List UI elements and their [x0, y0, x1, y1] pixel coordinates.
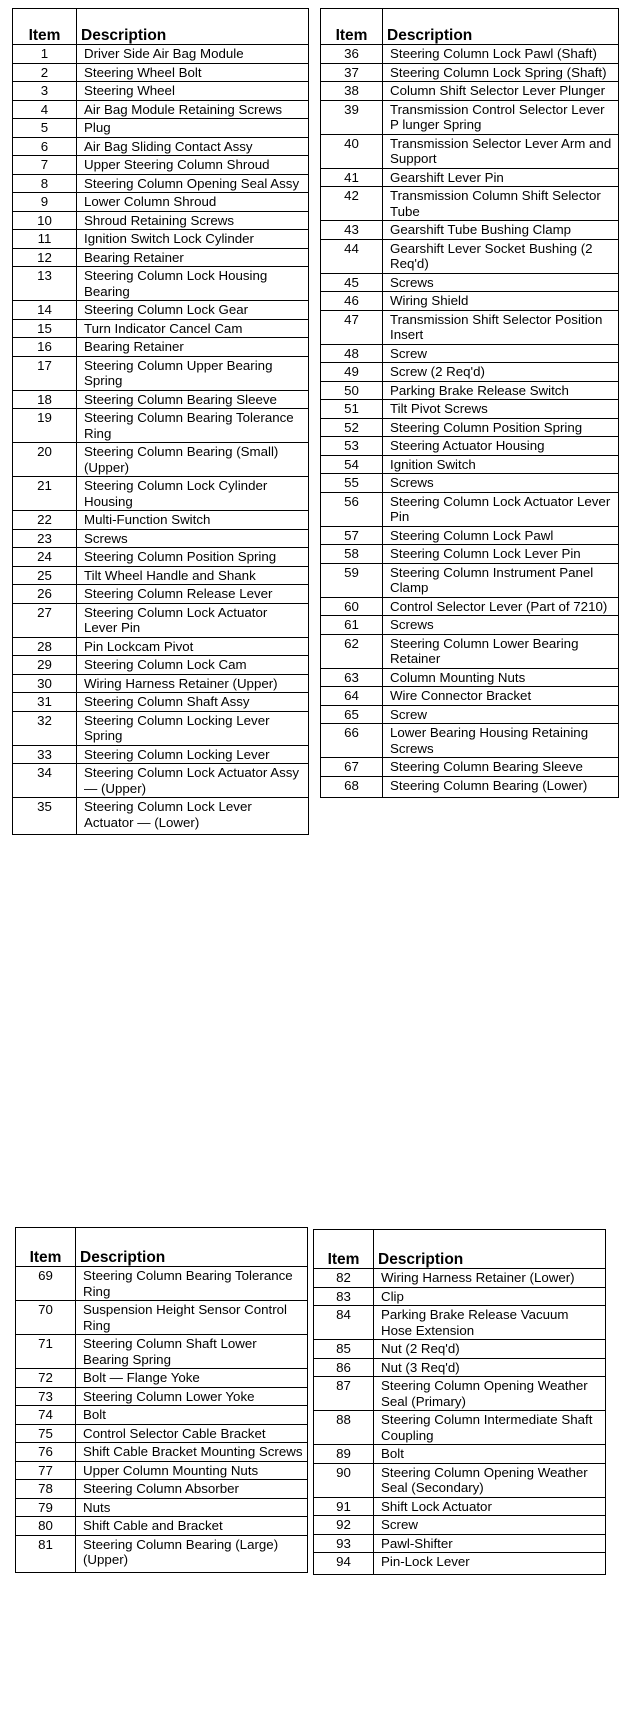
item-number: 43: [321, 221, 383, 240]
item-number: 65: [321, 705, 383, 724]
item-description: Air Bag Module Retaining Screws: [77, 100, 309, 119]
table-row: [13, 548, 309, 567]
item-description: Nut (3 Req'd): [374, 1358, 606, 1377]
item-description: Pawl-Shifter: [374, 1534, 606, 1553]
item-description: Steering Column Lower Yoke: [76, 1387, 308, 1406]
item-description: Suspension Height Sensor Control Ring: [76, 1301, 308, 1335]
item-number: 75: [16, 1424, 76, 1443]
item-description: Tilt Pivot Screws: [383, 400, 619, 419]
table-row: [13, 137, 309, 156]
item-number: 94: [314, 1553, 374, 1575]
table-row: [321, 82, 619, 101]
item-description: Steering Column Lock Gear: [77, 301, 309, 320]
table-row: [314, 1553, 606, 1575]
item-number: 53: [321, 437, 383, 456]
item-number: 3: [13, 82, 77, 101]
item-description: Shroud Retaining Screws: [77, 211, 309, 230]
table-row: [16, 1267, 308, 1301]
item-number: 25: [13, 566, 77, 585]
item-number: 54: [321, 455, 383, 474]
table-row: [321, 776, 619, 798]
item-number: 45: [321, 273, 383, 292]
item-number: 30: [13, 674, 77, 693]
item-description: Turn Indicator Cancel Cam: [77, 319, 309, 338]
item-number: 60: [321, 597, 383, 616]
item-number: 49: [321, 363, 383, 382]
item-description: Steering Column Intermediate Shaft Coupling: [374, 1411, 606, 1445]
item-description: Lower Column Shroud: [77, 193, 309, 212]
item-number: 71: [16, 1335, 76, 1369]
item-number: 46: [321, 292, 383, 311]
table-row: [321, 418, 619, 437]
item-number: 14: [13, 301, 77, 320]
item-header: Item: [13, 9, 77, 45]
item-number: 73: [16, 1387, 76, 1406]
item-number: 55: [321, 474, 383, 493]
table-row: [13, 409, 309, 443]
item-number: 56: [321, 492, 383, 526]
item-number: 63: [321, 668, 383, 687]
item-number: 84: [314, 1306, 374, 1340]
item-number: 74: [16, 1406, 76, 1425]
item-description: Clip: [374, 1287, 606, 1306]
table-row: [321, 634, 619, 668]
table-row: [321, 221, 619, 240]
item-number: 34: [13, 764, 77, 798]
item-number: 13: [13, 267, 77, 301]
item-number: 12: [13, 248, 77, 267]
item-number: 8: [13, 174, 77, 193]
item-description: Steering Column Lock Cylinder Housing: [77, 477, 309, 511]
item-number: 47: [321, 310, 383, 344]
item-description: Steering Column Release Lever: [77, 585, 309, 604]
item-number: 48: [321, 344, 383, 363]
table-row: [13, 230, 309, 249]
item-number: 39: [321, 100, 383, 134]
table-row: [13, 674, 309, 693]
item-number: 32: [13, 711, 77, 745]
table-row: [16, 1535, 308, 1572]
item-description: Column Mounting Nuts: [383, 668, 619, 687]
item-description: Driver Side Air Bag Module: [77, 45, 309, 64]
table-row: [13, 693, 309, 712]
table-row: [314, 1269, 606, 1288]
table-row: [321, 45, 619, 64]
item-description: Wiring Harness Retainer (Lower): [374, 1269, 606, 1288]
item-number: 28: [13, 637, 77, 656]
table-row: [16, 1387, 308, 1406]
table-row: [13, 711, 309, 745]
item-description: Gearshift Lever Pin: [383, 168, 619, 187]
item-description: Steering Actuator Housing: [383, 437, 619, 456]
item-description: Plug: [77, 119, 309, 138]
item-number: 79: [16, 1498, 76, 1517]
item-description: Steering Column Position Spring: [383, 418, 619, 437]
item-number: 83: [314, 1287, 374, 1306]
item-description: Screw: [383, 344, 619, 363]
item-description: Steering Column Bearing Sleeve: [77, 390, 309, 409]
item-description: Steering Column Bearing Sleeve: [383, 758, 619, 777]
item-description: Ignition Switch: [383, 455, 619, 474]
item-description: Transmission Shift Selector Position Insert: [383, 310, 619, 344]
table-row: [321, 310, 619, 344]
item-number: 10: [13, 211, 77, 230]
table-row: [13, 656, 309, 675]
table-row: [321, 758, 619, 777]
item-number: 86: [314, 1358, 374, 1377]
table-row: [13, 585, 309, 604]
header-row: [16, 1228, 308, 1267]
item-number: 22: [13, 511, 77, 530]
table-row: [321, 363, 619, 382]
item-description: Wiring Shield: [383, 292, 619, 311]
item-number: 59: [321, 563, 383, 597]
table-row: [321, 545, 619, 564]
item-description: Transmission Control Selector Lever P lunger Spring: [383, 100, 619, 134]
item-description: Screws: [383, 474, 619, 493]
table-row: [13, 119, 309, 138]
table-row: [13, 63, 309, 82]
item-description: Pin Lockcam Pivot: [77, 637, 309, 656]
item-number: 70: [16, 1301, 76, 1335]
item-number: 44: [321, 239, 383, 273]
table-row: [321, 187, 619, 221]
table-row: [16, 1406, 308, 1425]
table-row: [321, 239, 619, 273]
table-row: [13, 603, 309, 637]
item-number: 61: [321, 616, 383, 635]
table-row: [321, 668, 619, 687]
table-row: [13, 45, 309, 64]
item-number: 52: [321, 418, 383, 437]
item-header: Item: [16, 1228, 76, 1267]
item-description: Ignition Switch Lock Cylinder: [77, 230, 309, 249]
item-description: Steering Column Lock Actuator Lever Pin: [383, 492, 619, 526]
table-row: [13, 319, 309, 338]
item-description: Screws: [77, 529, 309, 548]
item-number: 69: [16, 1267, 76, 1301]
table-row: [13, 356, 309, 390]
item-number: 90: [314, 1463, 374, 1497]
table-row: [16, 1424, 308, 1443]
item-description: Screw: [383, 705, 619, 724]
table-row: [321, 724, 619, 758]
item-description: Tilt Wheel Handle and Shank: [77, 566, 309, 585]
header-row: [321, 9, 619, 45]
parts-table-4: [313, 1229, 606, 1575]
item-number: 29: [13, 656, 77, 675]
item-description: Steering Column Position Spring: [77, 548, 309, 567]
table-row: [16, 1369, 308, 1388]
item-description: Steering Column Lock Actuator Lever Pin: [77, 603, 309, 637]
table-row: [321, 687, 619, 706]
description-header: Description: [77, 9, 309, 45]
item-number: 38: [321, 82, 383, 101]
table-row: [13, 637, 309, 656]
item-description: Control Selector Lever (Part of 7210): [383, 597, 619, 616]
item-number: 87: [314, 1377, 374, 1411]
table-row: [314, 1534, 606, 1553]
table-row: [321, 168, 619, 187]
item-number: 33: [13, 745, 77, 764]
item-number: 15: [13, 319, 77, 338]
header-row: [314, 1230, 606, 1269]
item-description: Bolt: [374, 1445, 606, 1464]
item-number: 72: [16, 1369, 76, 1388]
table-row: [13, 511, 309, 530]
item-number: 88: [314, 1411, 374, 1445]
item-description: Steering Column Lower Bearing Retainer: [383, 634, 619, 668]
table-row: [13, 82, 309, 101]
description-header: Description: [374, 1230, 606, 1269]
table-row: [16, 1301, 308, 1335]
table-row: [13, 174, 309, 193]
table-row: [16, 1461, 308, 1480]
table-row: [16, 1443, 308, 1462]
table-row: [321, 400, 619, 419]
table-row: [13, 267, 309, 301]
table-row: [13, 338, 309, 357]
item-description: Multi-Function Switch: [77, 511, 309, 530]
table-row: [321, 437, 619, 456]
item-number: 16: [13, 338, 77, 357]
item-number: 62: [321, 634, 383, 668]
item-description: Shift Cable Bracket Mounting Screws: [76, 1443, 308, 1462]
item-description: Steering Column Opening Weather Seal (Secondary): [374, 1463, 606, 1497]
table-row: [13, 100, 309, 119]
table-row: [13, 248, 309, 267]
item-description: Steering Column Upper Bearing Spring: [77, 356, 309, 390]
table-row: [16, 1480, 308, 1499]
item-number: 78: [16, 1480, 76, 1499]
item-number: 42: [321, 187, 383, 221]
item-description: Screws: [383, 273, 619, 292]
item-number: 57: [321, 526, 383, 545]
item-number: 35: [13, 798, 77, 835]
item-description: Steering Column Absorber: [76, 1480, 308, 1499]
table-row: [321, 292, 619, 311]
table-row: [13, 390, 309, 409]
table-row: [314, 1497, 606, 1516]
table-row: [321, 455, 619, 474]
item-description: Steering Column Lock Actuator Assy — (Upper): [77, 764, 309, 798]
table-row: [321, 63, 619, 82]
item-description: Steering Column Bearing (Large) (Upper): [76, 1535, 308, 1572]
table-row: [321, 273, 619, 292]
item-header: Item: [314, 1230, 374, 1269]
item-number: 76: [16, 1443, 76, 1462]
item-description: Screw: [374, 1516, 606, 1535]
table-row: [13, 156, 309, 175]
item-description: Steering Column Shaft Assy: [77, 693, 309, 712]
item-number: 1: [13, 45, 77, 64]
item-number: 64: [321, 687, 383, 706]
item-description: Steering Column Bearing Tolerance Ring: [76, 1267, 308, 1301]
item-description: Parking Brake Release Switch: [383, 381, 619, 400]
table-row: [13, 193, 309, 212]
table-row: [321, 616, 619, 635]
item-description: Shift Cable and Bracket: [76, 1517, 308, 1536]
item-number: 93: [314, 1534, 374, 1553]
item-number: 37: [321, 63, 383, 82]
table-row: [321, 134, 619, 168]
item-number: 40: [321, 134, 383, 168]
table-row: [16, 1335, 308, 1369]
table-row: [16, 1517, 308, 1536]
item-number: 4: [13, 100, 77, 119]
item-description: Steering Column Lock Cam: [77, 656, 309, 675]
item-description: Transmission Column Shift Selector Tube: [383, 187, 619, 221]
item-number: 68: [321, 776, 383, 798]
table-row: [321, 344, 619, 363]
item-number: 91: [314, 1497, 374, 1516]
parts-table-3: [15, 1227, 308, 1573]
table-row: [314, 1516, 606, 1535]
item-description: Steering Column Instrument Panel Clamp: [383, 563, 619, 597]
item-number: 18: [13, 390, 77, 409]
table-row: [13, 798, 309, 835]
table-row: [321, 705, 619, 724]
item-description: Bolt: [76, 1406, 308, 1425]
item-number: 5: [13, 119, 77, 138]
item-number: 2: [13, 63, 77, 82]
item-number: 85: [314, 1340, 374, 1359]
header-row: [13, 9, 309, 45]
item-header: Item: [321, 9, 383, 45]
item-number: 24: [13, 548, 77, 567]
item-description: Nut (2 Req'd): [374, 1340, 606, 1359]
item-number: 26: [13, 585, 77, 604]
table-row: [13, 745, 309, 764]
item-number: 31: [13, 693, 77, 712]
item-number: 19: [13, 409, 77, 443]
table-row: [16, 1498, 308, 1517]
table-row: [314, 1411, 606, 1445]
item-description: Control Selector Cable Bracket: [76, 1424, 308, 1443]
item-description: Steering Column Locking Lever: [77, 745, 309, 764]
table-row: [13, 566, 309, 585]
item-description: Parking Brake Release Vacuum Hose Extension: [374, 1306, 606, 1340]
item-number: 77: [16, 1461, 76, 1480]
item-description: Screws: [383, 616, 619, 635]
item-description: Steering Column Locking Lever Spring: [77, 711, 309, 745]
item-number: 92: [314, 1516, 374, 1535]
item-description: Screw (2 Req'd): [383, 363, 619, 382]
item-description: Shift Lock Actuator: [374, 1497, 606, 1516]
item-number: 89: [314, 1445, 374, 1464]
item-description: Gearshift Tube Bushing Clamp: [383, 221, 619, 240]
table-row: [314, 1463, 606, 1497]
table-row: [13, 301, 309, 320]
item-description: Upper Steering Column Shroud: [77, 156, 309, 175]
description-header: Description: [383, 9, 619, 45]
table-row: [321, 492, 619, 526]
item-description: Steering Column Lock Spring (Shaft): [383, 63, 619, 82]
table-row: [321, 100, 619, 134]
item-description: Pin-Lock Lever: [374, 1553, 606, 1575]
item-number: 41: [321, 168, 383, 187]
table-row: [321, 474, 619, 493]
item-description: Bearing Retainer: [77, 338, 309, 357]
item-description: Bolt — Flange Yoke: [76, 1369, 308, 1388]
item-description: Steering Column Lock Pawl: [383, 526, 619, 545]
item-number: 11: [13, 230, 77, 249]
item-number: 23: [13, 529, 77, 548]
item-number: 67: [321, 758, 383, 777]
item-description: Steering Column Bearing (Small) (Upper): [77, 443, 309, 477]
item-description: Column Shift Selector Lever Plunger: [383, 82, 619, 101]
item-description: Steering Column Lock Pawl (Shaft): [383, 45, 619, 64]
item-number: 9: [13, 193, 77, 212]
item-description: Steering Column Lock Lever Pin: [383, 545, 619, 564]
item-number: 20: [13, 443, 77, 477]
table-row: [321, 526, 619, 545]
item-number: 50: [321, 381, 383, 400]
item-description: Steering Column Bearing Tolerance Ring: [77, 409, 309, 443]
parts-table-2: [320, 8, 619, 798]
item-description: Steering Wheel: [77, 82, 309, 101]
item-description: Transmission Selector Lever Arm and Support: [383, 134, 619, 168]
item-description: Air Bag Sliding Contact Assy: [77, 137, 309, 156]
table-row: [314, 1340, 606, 1359]
item-description: Lower Bearing Housing Retaining Screws: [383, 724, 619, 758]
item-description: Upper Column Mounting Nuts: [76, 1461, 308, 1480]
item-description: Steering Column Opening Seal Assy: [77, 174, 309, 193]
table-row: [13, 529, 309, 548]
item-number: 27: [13, 603, 77, 637]
table-row: [321, 597, 619, 616]
item-number: 82: [314, 1269, 374, 1288]
parts-table-1: [12, 8, 309, 835]
item-number: 80: [16, 1517, 76, 1536]
item-number: 81: [16, 1535, 76, 1572]
item-description: Gearshift Lever Socket Bushing (2 Req'd): [383, 239, 619, 273]
item-description: Wiring Harness Retainer (Upper): [77, 674, 309, 693]
item-number: 36: [321, 45, 383, 64]
item-number: 7: [13, 156, 77, 175]
item-description: Steering Column Bearing (Lower): [383, 776, 619, 798]
description-header: Description: [76, 1228, 308, 1267]
item-number: 21: [13, 477, 77, 511]
table-row: [314, 1306, 606, 1340]
table-row: [13, 211, 309, 230]
item-description: Steering Column Lock Lever Actuator — (Lower): [77, 798, 309, 835]
table-row: [314, 1377, 606, 1411]
table-row: [314, 1445, 606, 1464]
item-description: Steering Column Lock Housing Bearing: [77, 267, 309, 301]
table-row: [314, 1287, 606, 1306]
item-description: Bearing Retainer: [77, 248, 309, 267]
item-number: 58: [321, 545, 383, 564]
table-row: [13, 764, 309, 798]
item-description: Steering Wheel Bolt: [77, 63, 309, 82]
item-number: 6: [13, 137, 77, 156]
item-description: Steering Column Shaft Lower Bearing Spring: [76, 1335, 308, 1369]
item-number: 51: [321, 400, 383, 419]
table-row: [321, 381, 619, 400]
item-description: Steering Column Opening Weather Seal (Primary): [374, 1377, 606, 1411]
item-description: Wire Connector Bracket: [383, 687, 619, 706]
item-number: 66: [321, 724, 383, 758]
table-row: [321, 563, 619, 597]
table-row: [314, 1358, 606, 1377]
item-description: Nuts: [76, 1498, 308, 1517]
item-number: 17: [13, 356, 77, 390]
table-row: [13, 443, 309, 477]
table-row: [13, 477, 309, 511]
